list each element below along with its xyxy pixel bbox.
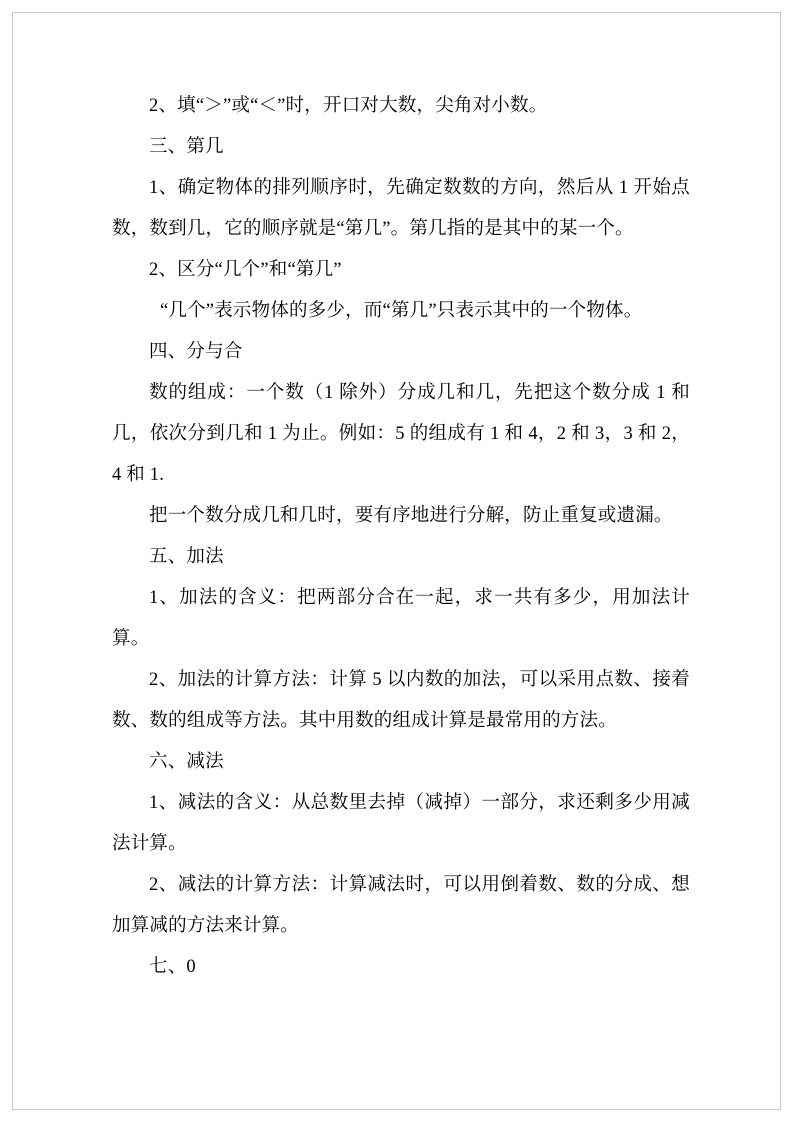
paragraph-add-method: 2、加法的计算方法：计算 5 以内数的加法，可以采用点数、接着数、数的组成等方法。其中用数的组成计算是最常用的方法。 xyxy=(112,670,690,731)
heading-section-seven: 七、0 xyxy=(149,957,196,977)
paragraph-sub-meaning: 1、减法的含义：从总数里去掉（减掉）一部分，求还剩多少用减法计算。 xyxy=(112,793,690,854)
paragraph-distinguish-body: “几个”表示物体的多少，而“第几”只表示其中的一个物体。 xyxy=(160,301,643,321)
paragraph-order-rule: 1、确定物体的排列顺序时，先确定数数的方向，然后从 1 开始点数，数到几，它的顺序就是“第几”。第几指的是其中的某一个。 xyxy=(112,178,690,239)
paragraph-composition-note: 把一个数分成几和几时，要有序地进行分解，防止重复或遗漏。 xyxy=(149,506,673,526)
heading-section-three: 三、第几 xyxy=(149,137,224,157)
paragraph-compare-rule: 2、填“＞”或“＜”时，开口对大数，尖角对小数。 xyxy=(149,96,548,116)
document-body xyxy=(112,86,690,988)
heading-section-five: 五、加法 xyxy=(149,547,224,567)
paragraph-distinguish-title: 2、区分“几个”和“第几” xyxy=(149,260,342,280)
paragraph-sub-method: 2、减法的计算方法：计算减法时，可以用倒着数、数的分成、想加算减的方法来计算。 xyxy=(112,875,690,936)
paragraph-add-meaning: 1、加法的含义：把两部分合在一起，求一共有多少，用加法计算。 xyxy=(112,588,690,649)
paragraph-composition: 数的组成：一个数（1 除外）分成几和几，先把这个数分成 1 和几，依次分到几和 1 为止。例如：5 的组成有 1 和 4，2 和 3，3 和 2，4 和 1. xyxy=(112,383,690,485)
heading-section-six: 六、减法 xyxy=(149,752,224,772)
heading-section-four: 四、分与合 xyxy=(149,342,243,362)
